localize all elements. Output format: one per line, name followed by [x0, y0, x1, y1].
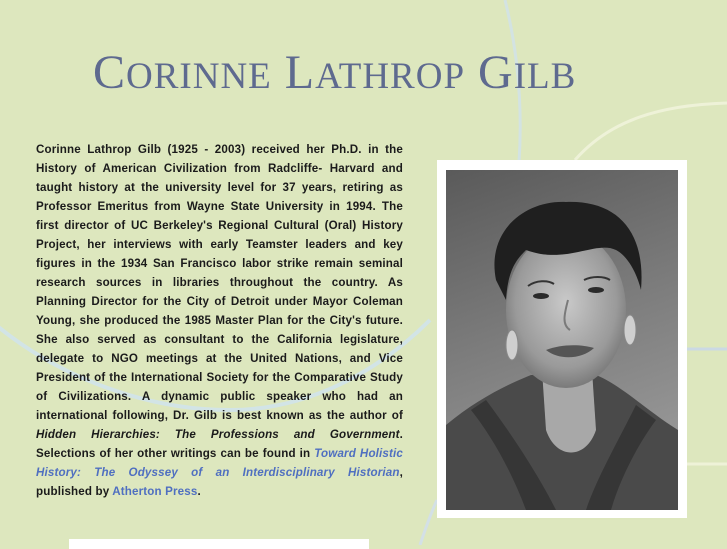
- portrait-illustration: [446, 170, 678, 510]
- portrait-frame: [437, 160, 687, 518]
- atherton-press-link[interactable]: Atherton Press: [112, 485, 198, 498]
- bottom-content-panel: [69, 539, 369, 549]
- page-title: [93, 46, 576, 104]
- title-word-1: CORINNE: [93, 46, 272, 99]
- toward-holistic-history-link[interactable]: Toward Holistic History: The Odyssey of an Interdisciplinary Historian: [36, 447, 403, 479]
- title-word-2: LATHROP: [284, 46, 466, 99]
- portrait-photo: [446, 170, 678, 510]
- book-title-hidden-hierarchies: Hidden Hierarchies: The Professions and Government: [36, 428, 400, 441]
- biography-paragraph: Corinne Lathrop Gilb (1925 - 2003) received her Ph.D. in the History of American Civilization from Radcliffe- Harvard and taught history at the university level for 37 years, retiring as Professor Emeritus from Wayne State University in 1994. The first director of UC Berkeley's Regional Cultural (Oral) History Project, her interviews with early Teamster leaders and key figures in the 1934 San Francisco labor strike remain seminal research sources in libraries throughout the country. As Planning Director for the City of Detroit under Mayor Coleman Young, she produced the 1985 Master Plan for the City's future. She also served as consultant to the California legislature, delegate to NGO meetings at the United Nations, and Vice President of the International Society for the Comparative Study of Civilizations. A dynamic public speaker who had an international following, Dr. Gilb is best known as the author of Hidden Hierarchies: The Professions and Government. Selections of her other writings can be found in Toward Holistic History: The Odyssey of an Interdisciplinary Historian, published by Atherton Press.: [36, 143, 403, 498]
- title-word-3: GILB: [478, 46, 577, 99]
